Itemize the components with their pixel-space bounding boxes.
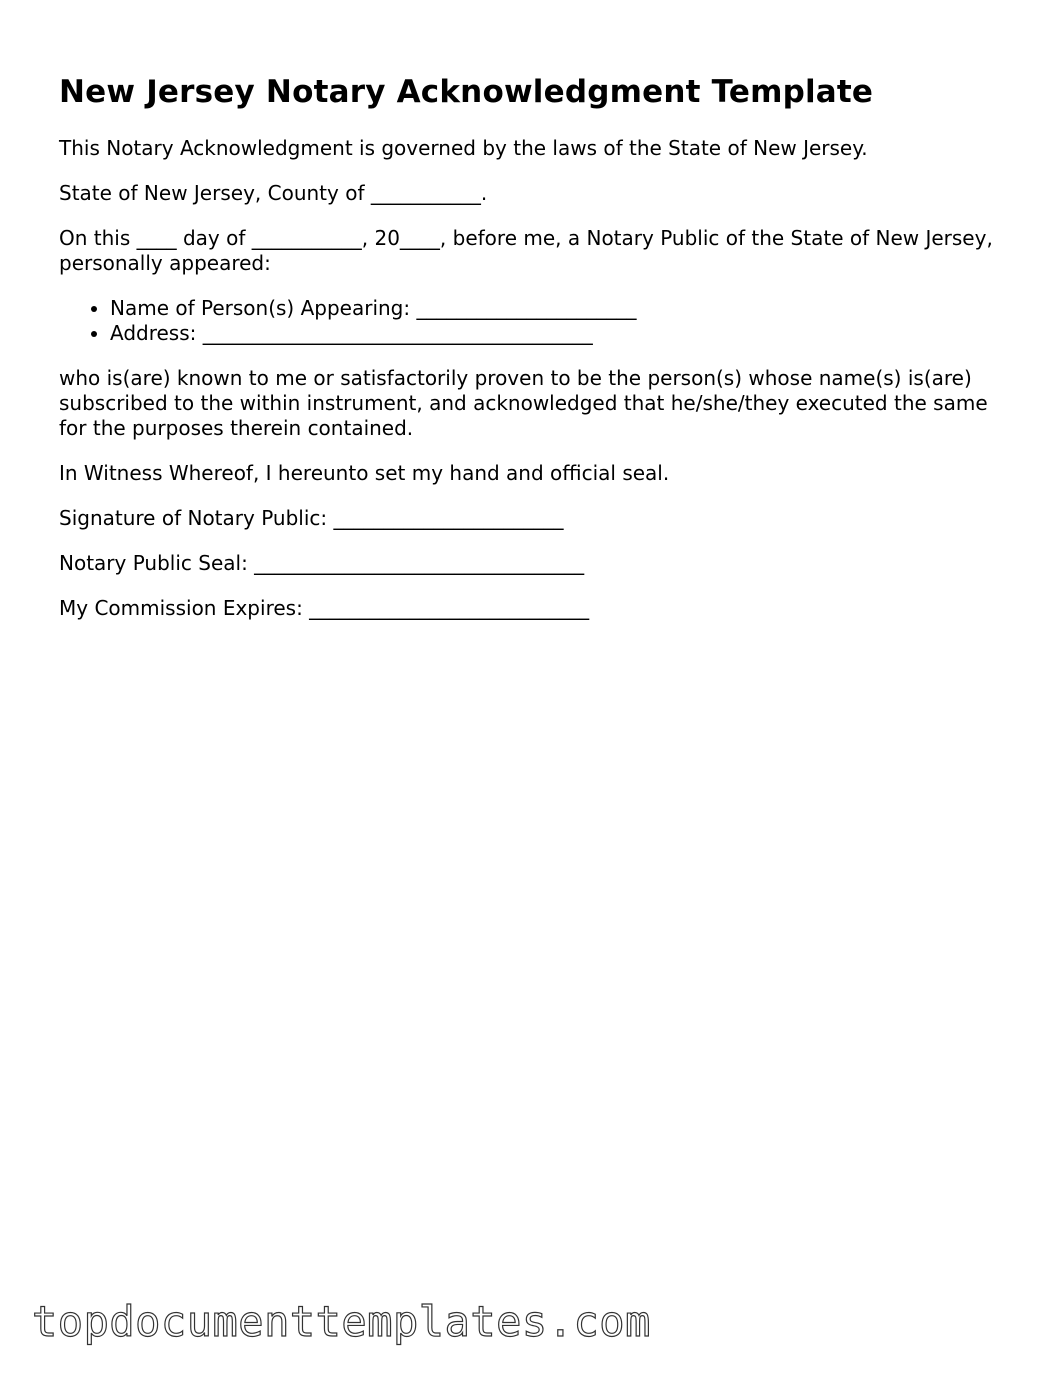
appearance-paragraph: On this ____ day of ___________, 20____, before me, a Notary Public of the State of New Jersey, personally appeared: <box>59 226 993 275</box>
commission-expires-line: My Commission Expires: ____________________________ <box>59 596 590 620</box>
name-of-persons-field: • Name of Person(s) Appearing: ______________________ <box>110 296 999 321</box>
signature-line: Signature of Notary Public: _______________________ <box>59 506 564 530</box>
watermark: topdocumenttemplates.com <box>32 1297 651 1346</box>
venue-paragraph: State of New Jersey, County of ___________. <box>59 181 488 205</box>
document-page <box>59 72 999 641</box>
appearance-fields-list <box>59 296 999 346</box>
document-title: New Jersey Notary Acknowledgment Template <box>59 74 874 110</box>
address-field: • Address: _______________________________________ <box>110 321 999 346</box>
seal-line: Notary Public Seal: _________________________________ <box>59 551 585 575</box>
governing-law-paragraph: This Notary Acknowledgment is governed by the laws of the State of New Jersey. <box>59 136 868 160</box>
acknowledgment-paragraph: who is(are) known to me or satisfactorily proven to be the person(s) whose name(s) is(are) subscribed to the within instrument, and acknowledged that he/she/they executed the same for the purposes therein contained. <box>59 366 988 440</box>
witness-paragraph: In Witness Whereof, I hereunto set my hand and official seal. <box>59 461 670 485</box>
